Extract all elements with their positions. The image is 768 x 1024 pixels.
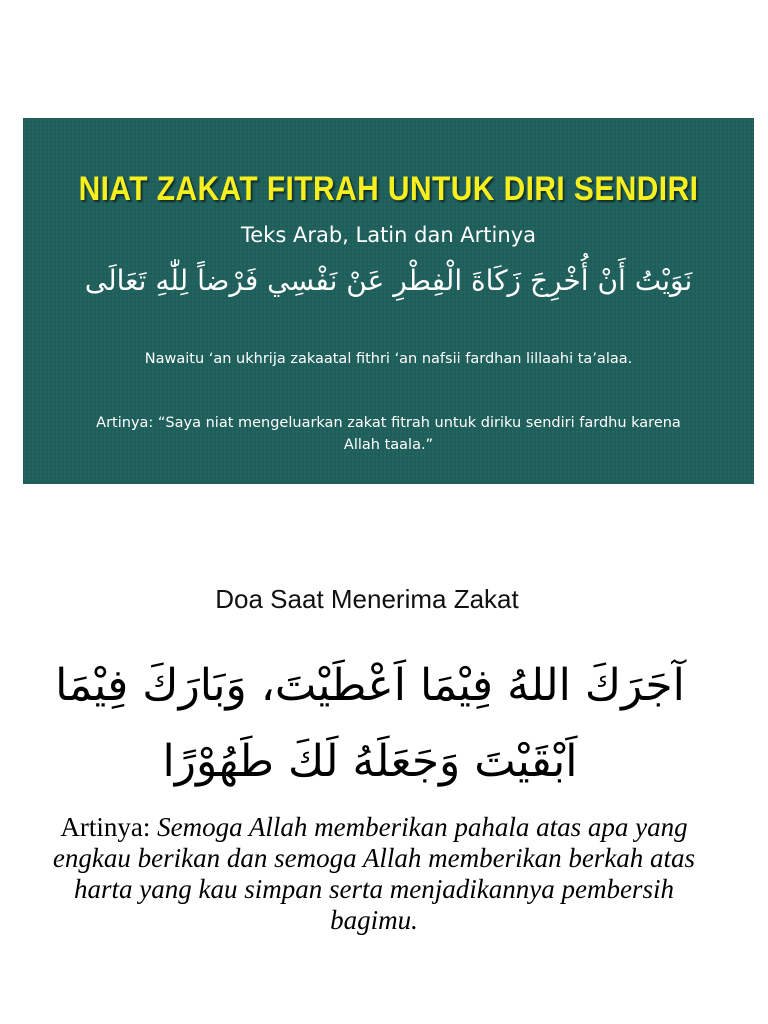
- banner-subtitle: Teks Arab, Latin dan Artinya: [241, 223, 536, 247]
- doa-arabic-text: آجَرَكَ اللهُ فِيْمَا اَعْطَيْتَ، وَبَارَكَ فِيْمَا اَبْقَيْتَ وَجَعَلَهُ لَكَ طَهُوْرًا: [55, 660, 685, 787]
- niat-zakat-banner: [23, 118, 754, 484]
- doa-meaning-text: Semoga Allah memberikan pahala atas apa yang engkau berikan dan semoga Allah memberikan berkah atas harta yang kau simpan serta menjadikannya pembersih bagimu.: [52, 812, 696, 935]
- banner-latin-text: Nawaitu ‘an ukhrija zakaatal fithri ‘an nafsii fardhan lillaahi ta’alaa.: [144, 351, 633, 367]
- doa-title: Doa Saat Menerima Zakat: [215, 584, 519, 614]
- banner-arabic-text: نَوَيْتُ أَنْ أُخْرِجَ زَكَاةَ الْفِطْرِ عَنْ نَفْسِي فَرْضاً لِلّٰهِ تَعَالَى: [84, 264, 693, 297]
- banner-meaning-text: Artinya: “Saya niat mengeluarkan zakat fitrah untuk diriku sendiri fardhu karena Allah taala.”: [96, 415, 681, 453]
- banner-title: NIAT ZAKAT FITRAH UNTUK DIRI SENDIRI: [78, 170, 699, 208]
- doa-meaning: [30, 812, 718, 936]
- doa-meaning-label: Artinya:: [60, 812, 158, 842]
